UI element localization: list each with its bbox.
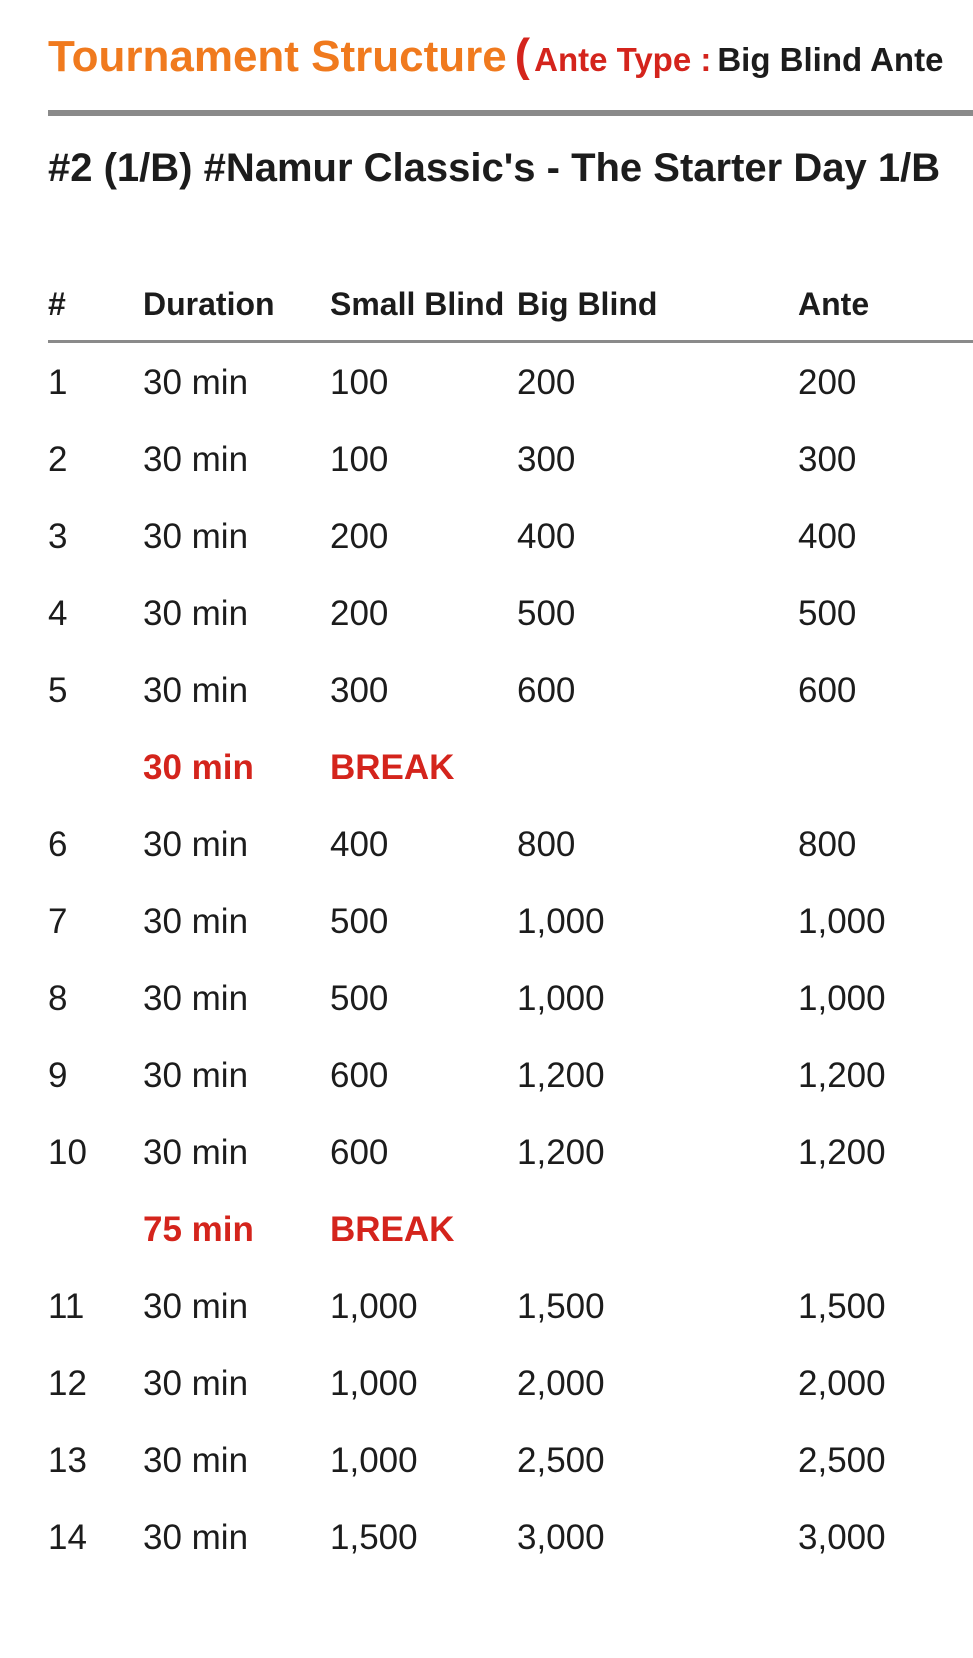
level-number: 7 — [48, 902, 68, 941]
table-row — [48, 574, 973, 651]
big-blind-value: 300 — [517, 440, 576, 479]
table-row — [48, 1036, 973, 1113]
ante-value: 500 — [798, 594, 857, 633]
level-duration: 30 min — [143, 1364, 249, 1403]
ante-value: 1,500 — [798, 1287, 886, 1326]
level-duration: 30 min — [143, 825, 249, 864]
table-row — [48, 651, 973, 728]
small-blind-value: 300 — [330, 671, 389, 710]
big-blind-value: 1,000 — [517, 902, 605, 941]
level-number: 1 — [48, 363, 68, 402]
small-blind-value: 200 — [330, 594, 389, 633]
column-header-level: # — [48, 286, 66, 322]
level-duration: 30 min — [143, 363, 249, 402]
ante-value: 800 — [798, 825, 857, 864]
break-label: BREAK — [330, 748, 455, 787]
big-blind-value: 600 — [517, 671, 576, 710]
table-row — [48, 1113, 973, 1190]
ante-type-value: Big Blind Ante — [717, 41, 944, 78]
level-number: 5 — [48, 671, 68, 710]
break-label: BREAK — [330, 1210, 455, 1249]
ante-value: 1,200 — [798, 1056, 886, 1095]
column-header-small-blind: Small Blind — [330, 286, 505, 322]
level-number: 4 — [48, 594, 68, 633]
big-blind-value: 3,000 — [517, 1518, 605, 1557]
level-duration: 30 min — [143, 594, 249, 633]
level-duration: 30 min — [143, 1518, 249, 1557]
small-blind-value: 600 — [330, 1056, 389, 1095]
break-duration: 30 min — [143, 748, 254, 787]
big-blind-value: 1,000 — [517, 979, 605, 1018]
table-row — [48, 1498, 973, 1575]
table-header-row — [48, 268, 973, 343]
small-blind-value: 100 — [330, 440, 389, 479]
table-body — [48, 343, 973, 1575]
table-row — [48, 1267, 973, 1344]
small-blind-value: 400 — [330, 825, 389, 864]
big-blind-value: 200 — [517, 363, 576, 402]
small-blind-value: 1,000 — [330, 1441, 418, 1480]
break-row — [48, 728, 973, 805]
column-header-ante: Ante — [798, 286, 870, 322]
level-number: 9 — [48, 1056, 68, 1095]
column-header-duration: Duration — [143, 286, 275, 322]
small-blind-value: 200 — [330, 517, 389, 556]
level-number: 2 — [48, 440, 68, 479]
ante-type-label: Ante Type : — [534, 41, 712, 78]
break-row — [48, 1190, 973, 1267]
big-blind-value: 1,200 — [517, 1056, 605, 1095]
level-duration: 30 min — [143, 1056, 249, 1095]
ante-value: 600 — [798, 671, 857, 710]
structure-table — [48, 268, 973, 1575]
title-open-paren: ( — [514, 29, 531, 80]
ante-value: 2,000 — [798, 1364, 886, 1403]
level-number: 3 — [48, 517, 68, 556]
big-blind-value: 800 — [517, 825, 576, 864]
ante-value: 300 — [798, 440, 857, 479]
big-blind-value: 1,200 — [517, 1133, 605, 1172]
table-row — [48, 420, 973, 497]
level-duration: 30 min — [143, 979, 249, 1018]
level-duration: 30 min — [143, 517, 249, 556]
big-blind-value: 400 — [517, 517, 576, 556]
level-number: 12 — [48, 1364, 87, 1403]
table-row — [48, 1421, 973, 1498]
ante-value: 3,000 — [798, 1518, 886, 1557]
level-number: 11 — [48, 1287, 85, 1326]
level-number: 6 — [48, 825, 68, 864]
level-number: 10 — [48, 1133, 87, 1172]
ante-value: 1,000 — [798, 902, 886, 941]
event-title: #2 (1/B) #Namur Classic's - The Starter Day 1/B — [48, 146, 941, 190]
table-row — [48, 343, 973, 420]
table-row — [48, 959, 973, 1036]
big-blind-value: 2,000 — [517, 1364, 605, 1403]
big-blind-value: 2,500 — [517, 1441, 605, 1480]
level-duration: 30 min — [143, 440, 249, 479]
break-duration: 75 min — [143, 1210, 254, 1249]
ante-value: 1,200 — [798, 1133, 886, 1172]
page-header — [48, 28, 973, 80]
level-duration: 30 min — [143, 1441, 249, 1480]
table-row — [48, 497, 973, 574]
ante-value: 400 — [798, 517, 857, 556]
column-header-big-blind: Big Blind — [517, 286, 658, 322]
level-duration: 30 min — [143, 902, 249, 941]
level-duration: 30 min — [143, 671, 249, 710]
header-divider — [48, 110, 973, 116]
table-row — [48, 882, 973, 959]
level-number: 14 — [48, 1518, 87, 1557]
table-row — [48, 1344, 973, 1421]
level-number: 13 — [48, 1441, 87, 1480]
big-blind-value: 500 — [517, 594, 576, 633]
level-number: 8 — [48, 979, 68, 1018]
level-duration: 30 min — [143, 1133, 249, 1172]
level-duration: 30 min — [143, 1287, 249, 1326]
small-blind-value: 1,000 — [330, 1287, 418, 1326]
small-blind-value: 1,000 — [330, 1364, 418, 1403]
table-row — [48, 805, 973, 882]
ante-value: 200 — [798, 363, 857, 402]
small-blind-value: 600 — [330, 1133, 389, 1172]
ante-value: 2,500 — [798, 1441, 886, 1480]
small-blind-value: 500 — [330, 902, 389, 941]
small-blind-value: 500 — [330, 979, 389, 1018]
ante-value: 1,000 — [798, 979, 886, 1018]
small-blind-value: 100 — [330, 363, 389, 402]
page-title: Tournament Structure — [48, 32, 507, 80]
small-blind-value: 1,500 — [330, 1518, 418, 1557]
big-blind-value: 1,500 — [517, 1287, 605, 1326]
